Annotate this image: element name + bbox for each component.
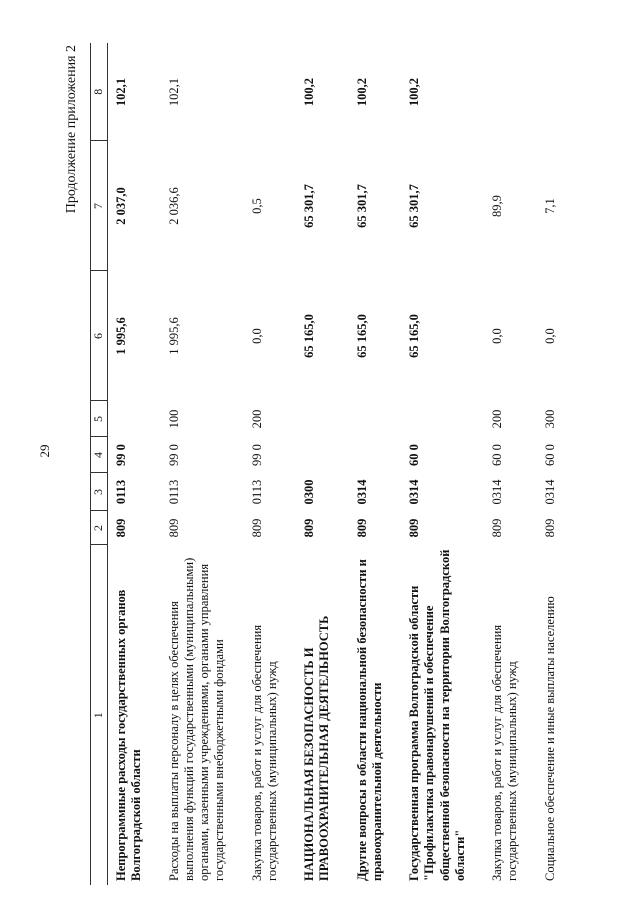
row-expense-type [399,401,482,437]
budget-table [90,43,572,885]
row-planned-value: 0,0 [249,328,264,344]
row-target-code: 99 0 [114,444,128,466]
row-section-code: 0113 [114,479,128,505]
row-percent: 102,1 [114,77,128,107]
row-percent [482,43,535,141]
table-row [108,43,159,885]
row-name: Закупка товаров, работ и услуг для обеспечения государственных (муниципальных) нужд [249,624,279,881]
continuation-caption: Продолжение приложения 2 [64,45,79,214]
row-name: Государственная программа Волгоградской области "Профилактика правонарушений и обеспечение общественной безопасности на территории Волгоградской области" [407,549,467,881]
row-actual-value: 2 036,6 [166,187,181,225]
row-admin-code: 809 [114,518,128,538]
row-target-code: 60 0 [542,444,557,466]
row-percent [535,43,572,141]
header-col-6: 6 [91,271,108,401]
row-section-code: 0314 [490,479,504,505]
row-planned-value: 1 995,6 [114,317,128,355]
row-expense-type: 100 [166,409,181,429]
table-row [294,43,347,885]
table-row [482,43,535,885]
row-admin-code: 809 [249,518,264,538]
row-section-code: 0113 [166,479,181,505]
row-section-code: 0300 [302,479,316,505]
header-col-5: 5 [91,401,108,437]
row-admin-code: 809 [302,518,316,538]
row-name: Другие вопросы в области национальной безопасности и правоохранительной деятельности [354,559,384,881]
page-number: 29 [37,444,52,458]
row-admin-code: 809 [490,518,504,538]
row-actual-value: 0,5 [249,198,264,214]
row-admin-code: 809 [166,518,181,538]
table-row [159,43,242,885]
row-name: Непрограммные расходы государственных органов Волгоградской области [114,589,144,881]
row-name: Расходы на выплаты персоналу в целях обеспечения выполнения функций государственными (муниципальными) органами, казенными учреждениями, органами управления государственными внебюджетными фондами [166,557,227,881]
row-percent: 100,2 [354,77,369,107]
row-target-code: 99 0 [166,444,181,466]
row-actual-value: 65 301,7 [302,184,316,228]
row-admin-code: 809 [407,518,421,538]
row-percent: 102,1 [166,77,181,107]
row-name: Закупка товаров, работ и услуг для обеспечения государственных (муниципальных) нужд [490,624,520,881]
row-planned-value: 0,0 [490,328,504,344]
row-expense-type: 300 [542,409,557,429]
row-percent: 100,2 [407,77,421,107]
row-actual-value: 65 301,7 [354,184,369,228]
row-target-code: 60 0 [490,444,504,466]
header-col-3: 3 [91,473,108,511]
row-planned-value: 0,0 [542,328,557,344]
row-planned-value: 65 165,0 [302,314,316,358]
row-section-code: 0314 [354,479,369,505]
row-name: Социальное обеспечение и иные выплаты населению [542,596,557,881]
row-section-code: 0113 [249,479,264,505]
row-target-code: 99 0 [249,444,264,466]
row-actual-value: 89,9 [490,195,504,217]
row-percent: 100,2 [302,77,316,107]
row-expense-type [108,401,159,437]
row-expense-type: 200 [249,409,264,429]
row-actual-value: 7,1 [542,198,557,214]
row-expense-type [294,401,347,437]
table-row [535,43,572,885]
row-planned-value: 65 165,0 [354,314,369,358]
header-col-1: 1 [91,545,108,885]
row-admin-code: 809 [542,518,557,538]
header-row [91,43,108,885]
row-section-code: 0314 [542,479,557,505]
row-planned-value: 65 165,0 [407,314,421,358]
header-col-8: 8 [91,43,108,141]
row-actual-value: 2 037,0 [114,187,128,225]
row-target-code: 60 0 [407,444,421,466]
header-col-7: 7 [91,141,108,271]
row-expense-type: 200 [490,409,504,429]
row-admin-code: 809 [354,518,369,538]
table-row [242,43,295,885]
table-row [399,43,482,885]
row-percent [242,43,295,141]
row-section-code: 0314 [407,479,421,505]
row-target-code [347,437,400,473]
row-expense-type [347,401,400,437]
row-planned-value: 1 995,6 [166,317,181,355]
row-name: НАЦИОНАЛЬНАЯ БЕЗОПАСНОСТЬ И ПРАВООХРАНИТЕЛЬНАЯ ДЕЯТЕЛЬНОСТЬ [302,615,332,881]
table-row [347,43,400,885]
row-target-code [294,437,347,473]
header-col-2: 2 [91,511,108,545]
header-col-4: 4 [91,437,108,473]
row-actual-value: 65 301,7 [407,184,421,228]
